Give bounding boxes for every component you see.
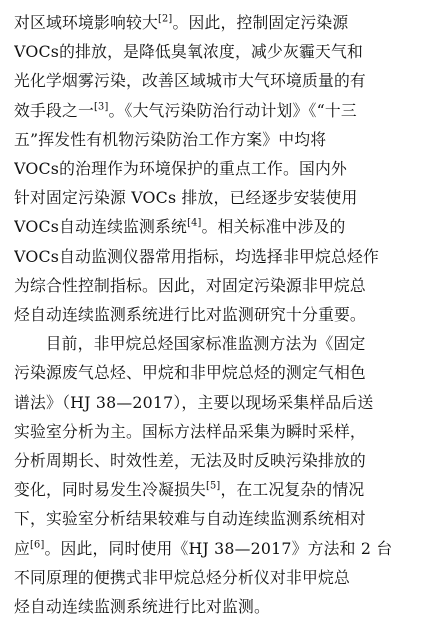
line-text: 效手段之一 — [14, 100, 94, 120]
text-line: 五”挥发性有机物污染防治工作方案》中均将 — [14, 129, 327, 149]
line-text: 。因此，同时使用《HJ 38—2017》方法和 2 台 — [44, 538, 393, 558]
line-text: 变化，同时易发生冷凝损失 — [14, 480, 206, 500]
line-text: 。因此，控制固定污染源 — [172, 13, 349, 32]
text-line: 分析周期长、时效性差，无法及时反映污染排放的 — [14, 451, 366, 471]
line-text: ，在工况复杂的情况 — [220, 480, 365, 500]
line-text: 对区域环境影响较大 — [14, 13, 158, 32]
paragraph-vocs-control — [14, 8, 423, 329]
text-line: 烃自动连续监测系统进行比对监测。 — [14, 597, 270, 617]
text-line: 谱法》（HJ 38—2017），主要以现场采集样品后送 — [14, 392, 374, 412]
text-line: 不同原理的便携式非甲烷总烃分析仪对非甲烷总 — [14, 567, 350, 587]
text-line: 实验室分析为主。国标方法样品采集为瞬时采样， — [14, 421, 366, 441]
text-line: 针对固定污染源 VOCs 排放，已经逐步安装使用 — [14, 188, 358, 208]
citation-ref: [3] — [94, 101, 109, 113]
text-line — [14, 534, 423, 563]
paragraph-monitoring-method — [14, 329, 423, 621]
text-line: 光化学烟雾污染，改善区域城市大气环境质量的有 — [14, 71, 366, 91]
text-line — [14, 212, 423, 241]
text-line: VOCs的治理作为环境保护的重点工作。国内外 — [14, 159, 348, 179]
text-line: VOCs的排放，是降低臭氧浓度，减少灰霾天气和 — [14, 42, 364, 62]
text-line — [14, 475, 423, 504]
citation-ref: [2] — [157, 13, 173, 25]
text-line: 为综合性控制指标。因此，对固定污染源非甲烷总 — [14, 275, 366, 295]
text-line — [14, 8, 423, 37]
citation-ref: [6] — [30, 539, 45, 551]
line-text: 应 — [14, 538, 30, 558]
citation-ref: [5] — [205, 480, 221, 492]
citation-ref: [4] — [187, 218, 202, 230]
text-line: 污染源废气总烃、甲烷和非甲烷总烃的测定气相色 — [14, 363, 366, 383]
line-text: 。《大气污染防治行动计划》《“十三 — [108, 100, 357, 120]
text-line: 目前，非甲烷总烃国家标准监测方法为《固定 — [45, 334, 366, 354]
line-text: 。相关标准中涉及的 — [201, 217, 346, 237]
text-line — [14, 96, 423, 125]
line-text: VOCs自动连续监测系统 — [14, 217, 188, 237]
text-line: 下，实验室分析结果较难与自动连续监测系统相对 — [14, 509, 366, 529]
text-line: VOCs自动监测仪器常用指标，均选择非甲烷总烃作 — [14, 246, 380, 266]
text-line: 烃自动连续监测系统进行比对监测研究十分重要。 — [14, 305, 366, 325]
